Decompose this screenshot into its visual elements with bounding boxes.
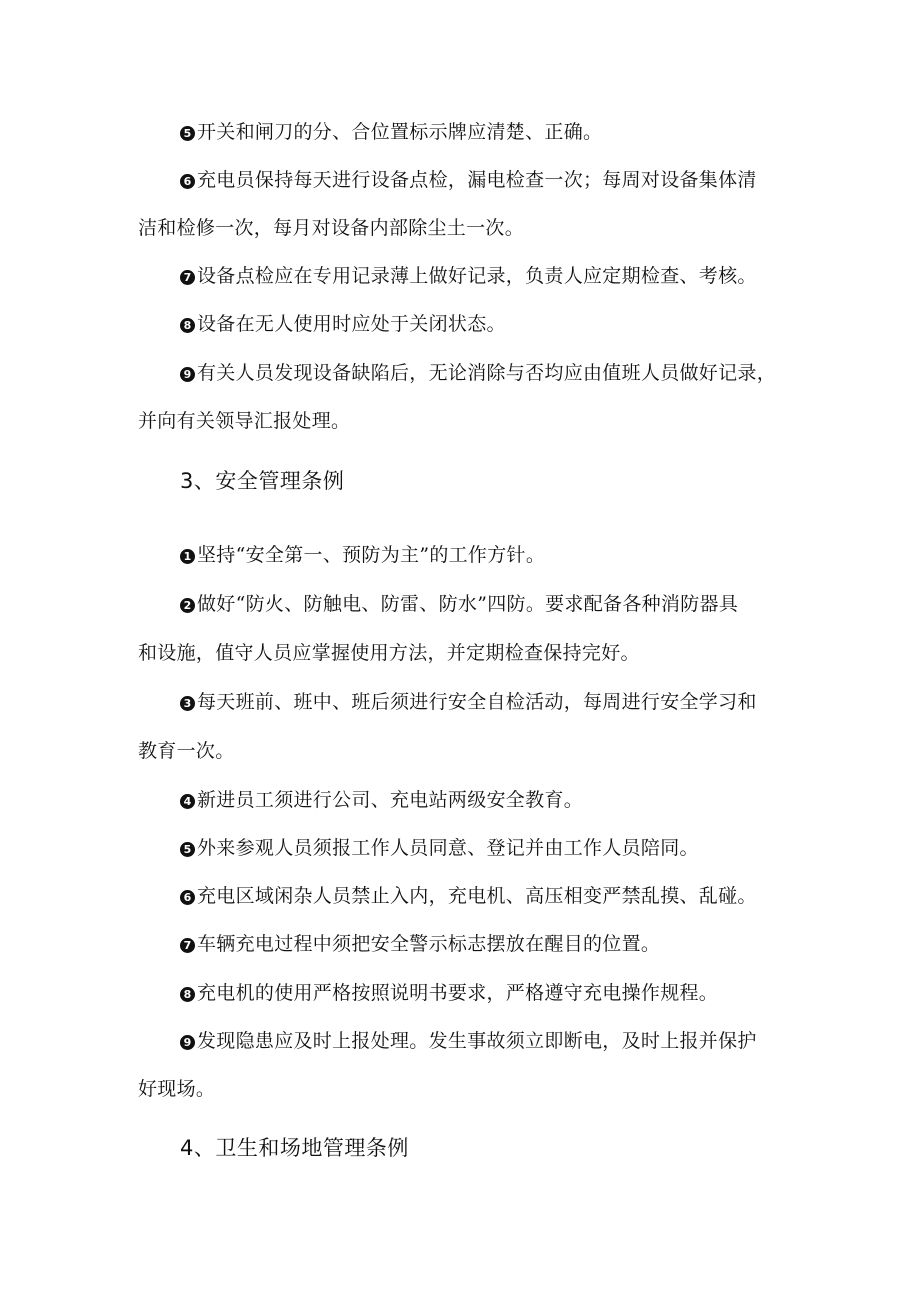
circled-number-5-icon: 5	[180, 126, 195, 141]
list-item-7	[180, 264, 800, 288]
list-item-text: 充电机的使用严格按照说明书要求，严格遵守充电操作规程。	[197, 982, 719, 1004]
circled-number-9-icon: 9	[180, 1035, 195, 1050]
circled-number-7-icon: 7	[180, 270, 195, 285]
list-item-text: 每天班前、班中、班后须进行安全自检活动，每周进行安全学习和	[197, 691, 757, 713]
circled-number-8-icon: 8	[180, 987, 195, 1002]
list-item-text: 新进员工须进行公司、充电站两级安全教育。	[197, 789, 584, 811]
list-item-9	[180, 1029, 800, 1053]
list-item-text: 设备在无人使用时应处于关闭状态。	[197, 313, 506, 335]
list-item-text: 车辆充电过程中须把安全警示标志摆放在醒目的位置。	[197, 933, 661, 955]
list-item-6-continuation: 洁和检修一次，每月对设备内部除尘土一次。	[138, 217, 525, 239]
list-item-text: 有关人员发现设备缺陷后，无论消除与否均应由值班人员做好记录，	[197, 362, 777, 384]
list-item-6	[180, 884, 800, 908]
list-item-6	[180, 168, 800, 192]
circled-number-6-icon: 6	[180, 890, 195, 905]
list-item-text: 做好“防火、防触电、防雷、防水”四防。要求配备各种消防器具	[197, 593, 739, 615]
list-item-4	[180, 788, 800, 812]
list-item-7	[180, 932, 800, 956]
list-item-5	[180, 836, 800, 860]
circled-number-9-icon: 9	[180, 367, 195, 382]
list-item-3-continuation: 教育一次。	[138, 740, 235, 762]
list-item-3	[180, 690, 800, 714]
circled-number-4-icon: 4	[180, 794, 195, 809]
section-heading-safety: 3、安全管理条例	[180, 469, 345, 493]
circled-number-3-icon: 3	[180, 696, 195, 711]
list-item-1	[180, 543, 800, 567]
circled-number-5-icon: 5	[180, 842, 195, 857]
section-heading-hygiene: 4、卫生和场地管理条例	[180, 1136, 409, 1160]
list-item-text: 坚持“安全第一、预防为主”的工作方针。	[197, 544, 546, 566]
list-item-text: 充电员保持每天进行设备点检，漏电检查一次；每周对设备集体清	[197, 169, 757, 191]
circled-number-2-icon: 2	[180, 598, 195, 613]
list-item-8	[180, 312, 800, 336]
list-item-2	[180, 592, 800, 616]
circled-number-1-icon: 1	[180, 549, 195, 564]
list-item-5	[180, 120, 800, 144]
list-item-text: 发现隐患应及时上报处理。发生事故须立即断电，及时上报并保护	[197, 1030, 757, 1052]
list-item-2-continuation: 和设施，值守人员应掌握使用方法，并定期检查保持完好。	[138, 642, 640, 664]
circled-number-8-icon: 8	[180, 318, 195, 333]
list-item-8	[180, 981, 800, 1005]
list-item-text: 开关和闸刀的分、合位置标示牌应清楚、正确。	[197, 121, 603, 143]
circled-number-7-icon: 7	[180, 938, 195, 953]
list-item-text: 充电区域闲杂人员禁止入内，充电机、高压相变严禁乱摸、乱碰。	[197, 885, 757, 907]
list-item-text: 设备点检应在专用记录薄上做好记录，负责人应定期检查、考核。	[197, 265, 757, 287]
list-item-9-continuation: 好现场。	[138, 1078, 216, 1100]
list-item-9	[180, 361, 800, 385]
circled-number-6-icon: 6	[180, 174, 195, 189]
list-item-text: 外来参观人员须报工作人员同意、登记并由工作人员陪同。	[197, 837, 699, 859]
list-item-9-continuation: 并向有关领导汇报处理。	[138, 410, 351, 432]
